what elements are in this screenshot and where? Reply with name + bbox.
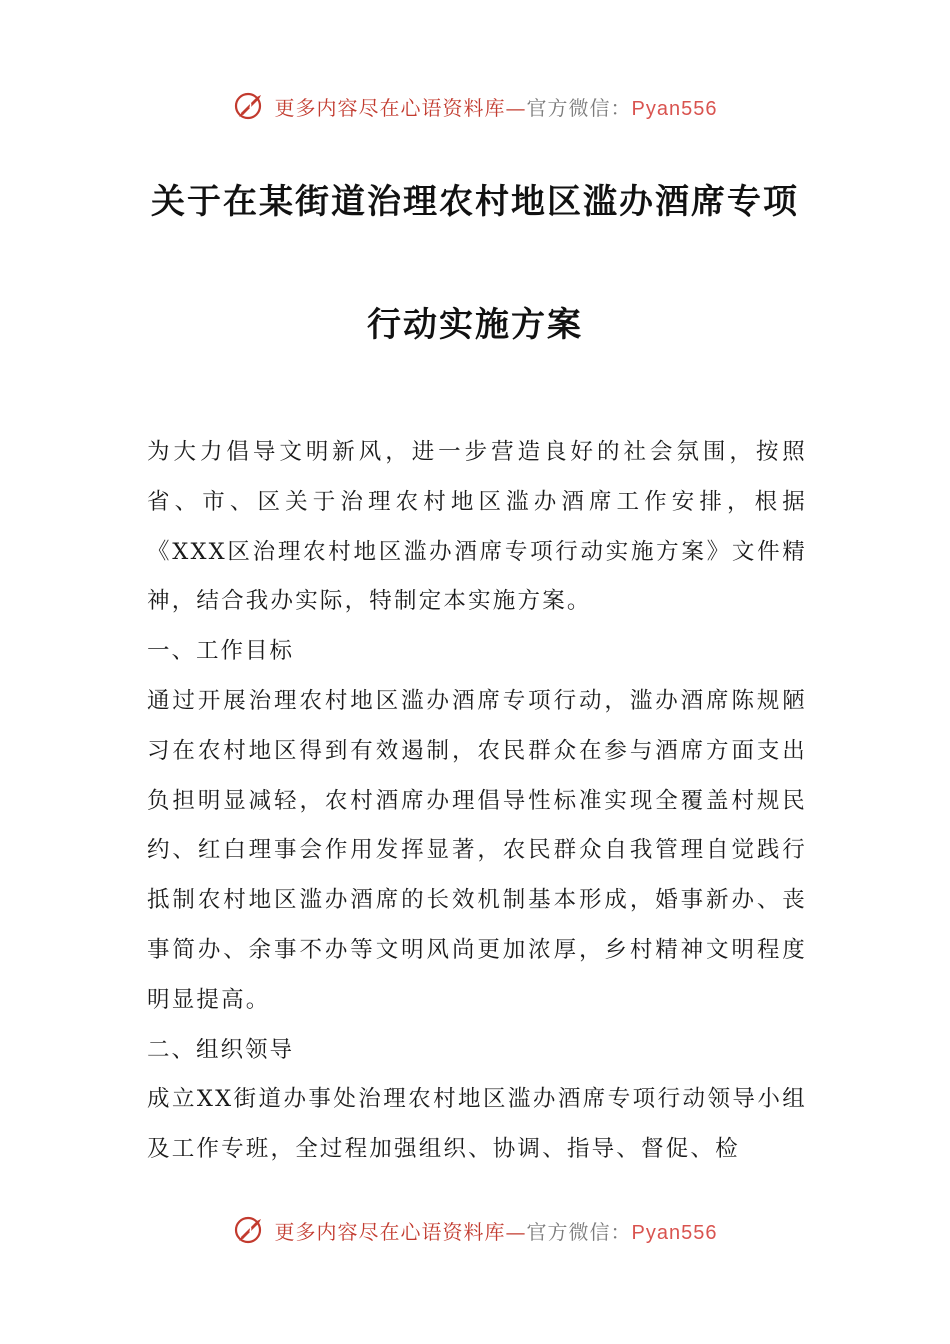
pen-logo-icon (233, 1213, 267, 1247)
watermark-text (275, 1216, 718, 1245)
document-title-line-1: 关于在某街道治理农村地区滥办酒席专项 (151, 182, 799, 222)
document-body (147, 428, 807, 1175)
watermark-dash: — (505, 95, 527, 120)
watermark-main: 更多内容尽在心语资料库 (274, 1219, 506, 1244)
watermark-main: 更多内容尽在心语资料库 (274, 95, 506, 120)
watermark-id: Pyan556 (631, 97, 718, 120)
header-watermark (0, 84, 950, 128)
watermark-dash: — (505, 1219, 527, 1244)
intro-paragraph: 为大力倡导文明新风，进一步营造良好的社会氛围，按照省、市、区关于治理农村地区滥办酒席工作安排，根据《XXX区治理农村地区滥办酒席专项行动实施方案》文件精神，结合我办实际，特制定本实施方案。 (147, 439, 807, 615)
watermark-id: Pyan556 (631, 1221, 718, 1244)
watermark-official: 官方微信： (526, 1219, 632, 1244)
section-paragraph-2: 成立XX街道办事处治理农村地区滥办酒席专项行动领导小组及工作专班，全过程加强组织、协调、指导、督促、检 (147, 1086, 807, 1163)
document-title-line-2: 行动实施方案 (367, 305, 583, 345)
section-heading-2: 二、组织领导 (147, 1036, 295, 1063)
footer-watermark (0, 1208, 950, 1252)
section-paragraph-1: 通过开展治理农村地区滥办酒席专项行动，滥办酒席陈规陋习在农村地区得到有效遏制，农民群众在参与酒席方面支出负担明显减轻，农村酒席办理倡导性标准实现全覆盖村规民约、红白理事会作用发挥显著，农民群众自我管理自觉践行抵制农村地区滥办酒席的长效机制基本形成，婚事新办、丧事简办、余事不办等文明风尚更加浓厚，乡村精神文明程度明显提高。 (147, 687, 807, 1013)
watermark-official: 官方微信： (526, 95, 632, 120)
pen-logo-icon (233, 89, 267, 123)
section-heading-1: 一、工作目标 (147, 638, 295, 665)
watermark-text (275, 92, 718, 121)
